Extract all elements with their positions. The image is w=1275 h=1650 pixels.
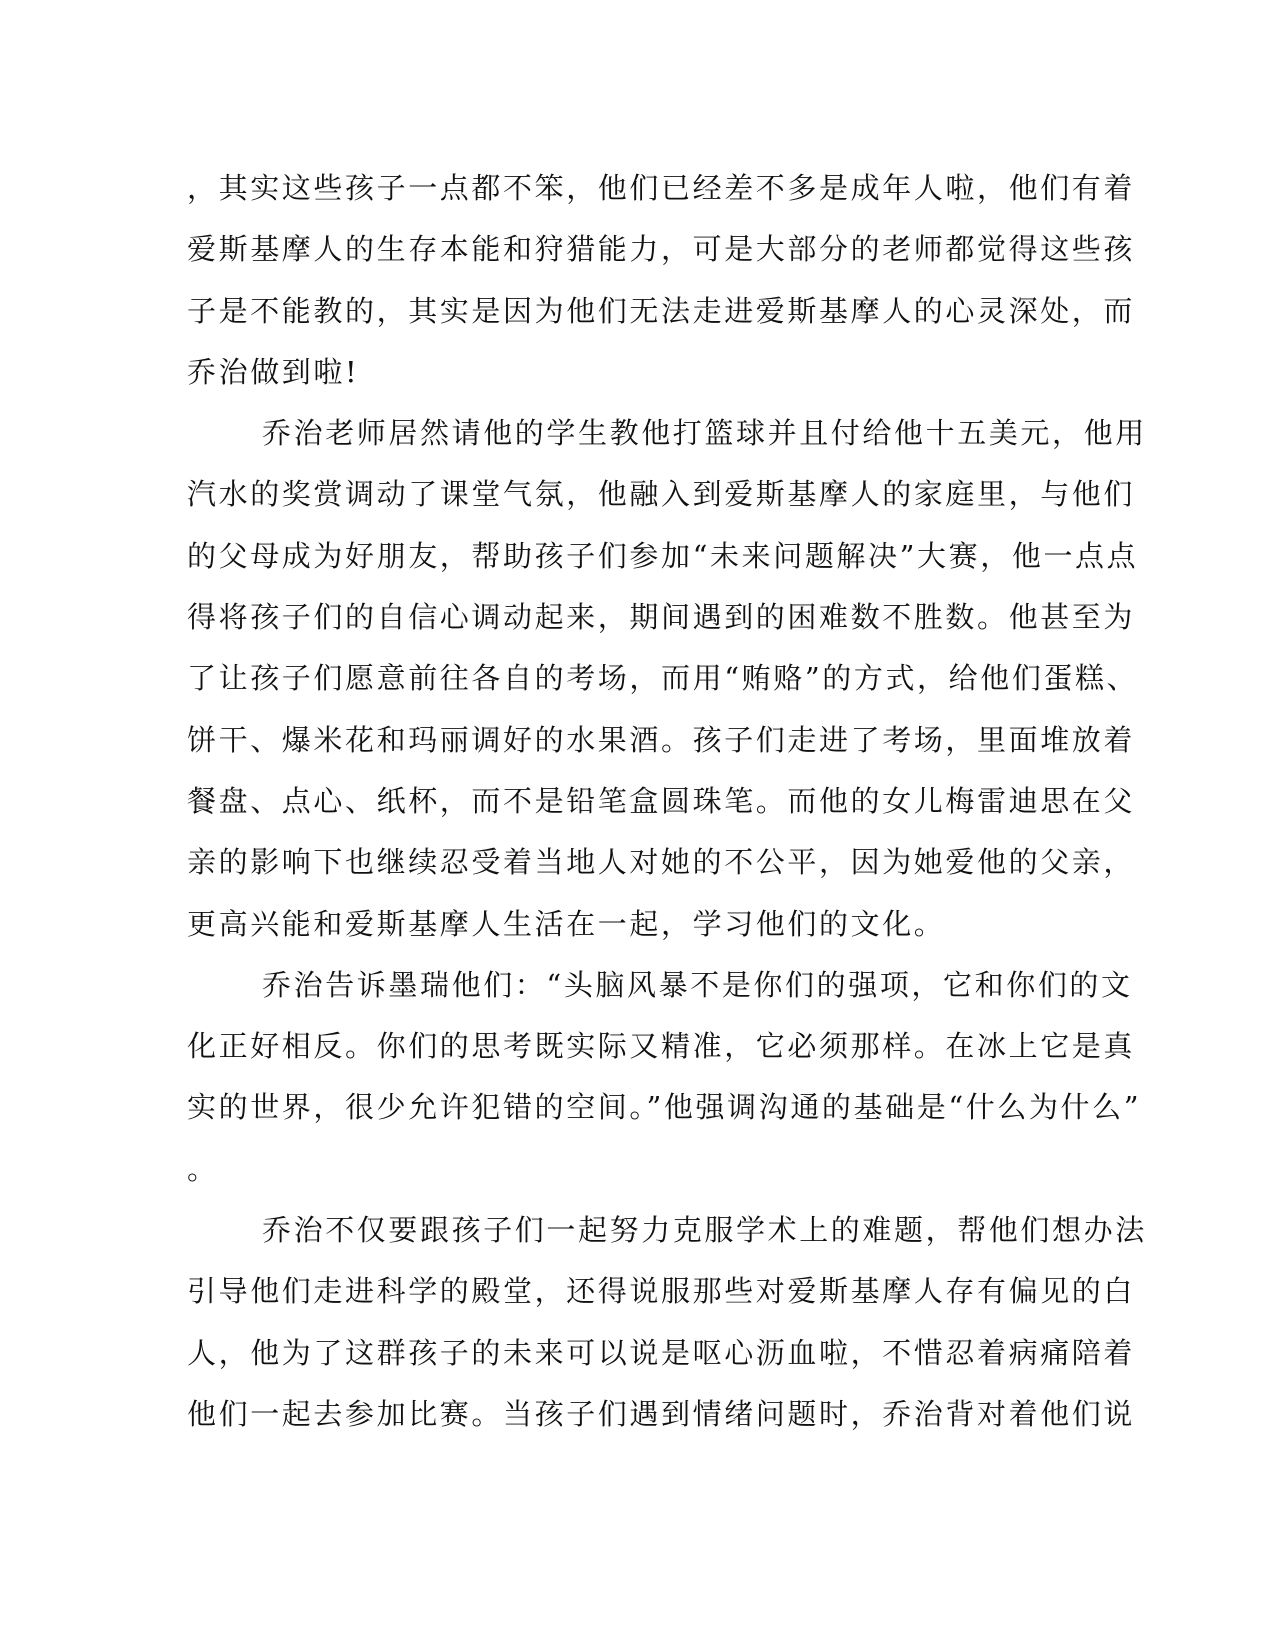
text-line: 餐盘、点心、纸杯，而不是铅笔盒圆珠笔。而他的女儿梅雷迪思在父: [187, 783, 1136, 818]
text-line: 更高兴能和爱斯基摩人生活在一起，学习他们的文化。: [187, 906, 946, 941]
text-line: 化正好相反。你们的思考既实际又精准，它必须那样。在冰上它是真: [187, 1029, 1136, 1064]
text-line: 爱斯基摩人的生存本能和狩猎能力，可是大部分的老师都觉得这些孩: [187, 232, 1136, 267]
paragraph-start-line: 乔治不仅要跟孩子们一起努力克服学术上的难题，帮他们想办法: [262, 1213, 1147, 1248]
text-line: 他们一起去参加比赛。当孩子们遇到情绪问题时，乔治背对着他们说: [187, 1396, 1136, 1431]
text-line: 实的世界，很少允许犯错的空间。”他强调沟通的基础是“什么为什么”: [187, 1090, 1142, 1125]
text-line: 的父母成为好朋友，帮助孩子们参加“未来问题解决”大赛，他一点点: [187, 538, 1139, 573]
text-line: 汽水的奖赏调动了课堂气氛，他融入到爱斯基摩人的家庭里，与他们: [187, 477, 1136, 512]
text-line: 人，他为了这群孩子的未来可以说是呕心沥血啦，不惜忍着病痛陪着: [187, 1335, 1136, 1370]
paragraph-start-line: 乔治告诉墨瑞他们：“头脑风暴不是你们的强项，它和你们的文: [262, 967, 1133, 1002]
text-line: 饼干、爆米花和玛丽调好的水果酒。孩子们走进了考场，里面堆放着: [187, 722, 1136, 757]
text-line: 了让孩子们愿意前往各自的考场，而用“贿赂”的方式，给他们蛋糕、: [187, 661, 1139, 696]
body-text: [187, 158, 1147, 1445]
text-line: 引导他们走进科学的殿堂，还得说服那些对爱斯基摩人存有偏见的白: [187, 1274, 1136, 1309]
text-line: 得将孩子们的自信心调动起来，期间遇到的困难数不胜数。他甚至为: [187, 600, 1136, 635]
text-line: 乔治做到啦!: [187, 354, 360, 389]
text-line: ，其实这些孩子一点都不笨，他们已经差不多是成年人啦，他们有着: [187, 171, 1136, 205]
text-line: 亲的影响下也继续忍受着当地人对她的不公平，因为她爱他的父亲，: [187, 845, 1136, 880]
paragraph-start-line: 乔治老师居然请他的学生教他打篮球并且付给他十五美元，他用: [262, 416, 1147, 451]
text-line: 。: [187, 1151, 219, 1186]
text-line: 子是不能教的，其实是因为他们无法走进爱斯基摩人的心灵深处，而: [187, 293, 1136, 328]
